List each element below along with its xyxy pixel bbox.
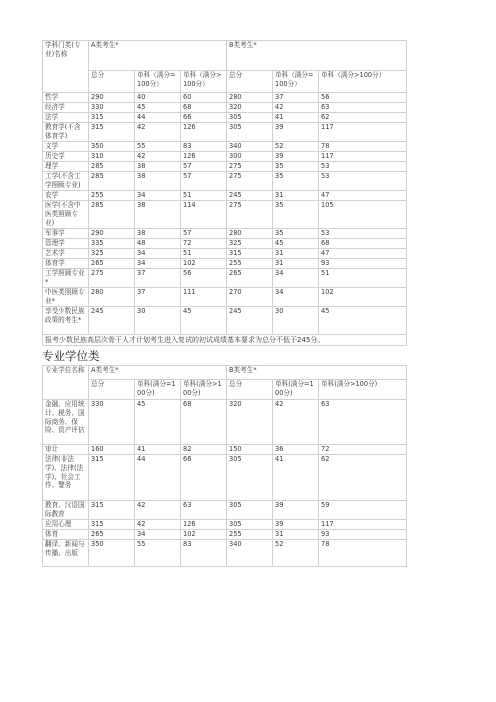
column-subheader: 总分 <box>89 380 135 400</box>
table-row <box>43 259 407 269</box>
score-cell: 53 <box>319 172 407 191</box>
score-cell: 66 <box>181 113 227 123</box>
score-cell: 60 <box>181 93 227 103</box>
row-label: 体育学 <box>43 259 89 269</box>
score-cell: 36 <box>273 445 319 455</box>
table-row <box>43 142 407 152</box>
score-cell: 275 <box>227 162 273 172</box>
score-cell: 35 <box>273 229 319 239</box>
score-cell: 305 <box>227 455 273 501</box>
score-cell: 117 <box>319 152 407 162</box>
score-cell: 285 <box>89 172 135 191</box>
score-cell: 53 <box>319 162 407 172</box>
score-cell: 310 <box>89 152 135 162</box>
row-label: 艺术学 <box>43 249 89 259</box>
score-cell: 111 <box>181 288 227 307</box>
column-group-a: A类考生* <box>89 366 227 380</box>
row-label: 经济学 <box>43 103 89 113</box>
row-label: 军事学 <box>43 229 89 239</box>
score-cell: 59 <box>319 501 407 520</box>
column-group-b: B类考生* <box>227 366 407 380</box>
score-cell: 30 <box>135 307 181 335</box>
score-cell: 93 <box>319 530 407 540</box>
table-row <box>43 288 407 307</box>
score-cell: 126 <box>181 520 227 530</box>
score-cell: 39 <box>273 152 319 162</box>
score-cell: 82 <box>181 445 227 455</box>
score-cell: 42 <box>135 123 181 142</box>
row-label: 工学(不含工学照顾专业) <box>43 172 89 191</box>
table-row <box>43 239 407 249</box>
score-cell: 57 <box>181 162 227 172</box>
score-cell: 42 <box>135 520 181 530</box>
row-label: 金融、应用统计、税务、国际商务、保险、资产评估 <box>43 400 89 445</box>
score-cell: 245 <box>227 307 273 335</box>
score-cell: 30 <box>273 307 319 335</box>
score-cell: 330 <box>89 400 135 445</box>
score-cell: 55 <box>135 540 181 567</box>
score-table-professional <box>42 365 407 567</box>
table-row <box>43 162 407 172</box>
score-cell: 315 <box>89 501 135 520</box>
row-label: 法学 <box>43 113 89 123</box>
column-subheader: 单科（满分>100分） <box>319 71 407 93</box>
column-subheader: 单科(满分>100分) <box>181 380 227 400</box>
score-cell: 45 <box>319 307 407 335</box>
score-cell: 35 <box>273 201 319 229</box>
row-label: 文学 <box>43 142 89 152</box>
score-cell: 320 <box>227 103 273 113</box>
score-cell: 37 <box>135 269 181 288</box>
score-cell: 31 <box>273 259 319 269</box>
score-cell: 57 <box>181 172 227 191</box>
score-cell: 34 <box>273 269 319 288</box>
table-row <box>43 229 407 239</box>
row-label: 教育学(不含体育学) <box>43 123 89 142</box>
table-row <box>43 191 407 201</box>
score-cell: 265 <box>89 530 135 540</box>
score-cell: 83 <box>181 142 227 152</box>
score-cell: 51 <box>181 249 227 259</box>
score-cell: 300 <box>227 152 273 162</box>
score-cell: 63 <box>181 501 227 520</box>
table-row <box>43 269 407 288</box>
score-cell: 42 <box>135 501 181 520</box>
score-cell: 275 <box>89 269 135 288</box>
row-label: 中医类照顾专业* <box>43 288 89 307</box>
table-row <box>43 172 407 191</box>
score-cell: 105 <box>319 201 407 229</box>
score-cell: 270 <box>227 288 273 307</box>
row-label: 医学(不含中医类照顾专业) <box>43 201 89 229</box>
score-cell: 117 <box>319 520 407 530</box>
column-subheader: 单科(满分=100分) <box>273 380 319 400</box>
score-cell: 45 <box>135 103 181 113</box>
score-cell: 45 <box>135 400 181 445</box>
row-label: 哲学 <box>43 93 89 103</box>
score-cell: 47 <box>319 249 407 259</box>
column-header-field: 专业学位名称 <box>43 366 89 400</box>
score-cell: 117 <box>319 123 407 142</box>
subheader-row <box>43 380 407 400</box>
score-cell: 34 <box>135 259 181 269</box>
score-cell: 42 <box>273 400 319 445</box>
score-cell: 245 <box>227 191 273 201</box>
column-subheader: 单科（满分>100分） <box>181 71 227 93</box>
score-cell: 56 <box>181 269 227 288</box>
score-cell: 126 <box>181 123 227 142</box>
table-row <box>43 249 407 259</box>
score-cell: 265 <box>227 269 273 288</box>
score-table-academic <box>42 40 407 346</box>
table-row <box>43 520 407 530</box>
score-cell: 305 <box>227 123 273 142</box>
header-row <box>43 41 407 71</box>
score-cell: 325 <box>89 249 135 259</box>
score-cell: 275 <box>227 201 273 229</box>
table-row <box>43 540 407 567</box>
score-cell: 315 <box>89 113 135 123</box>
score-cell: 62 <box>319 455 407 501</box>
score-cell: 52 <box>273 540 319 567</box>
score-cell: 41 <box>273 113 319 123</box>
score-cell: 255 <box>227 259 273 269</box>
row-label: 审计 <box>43 445 89 455</box>
score-cell: 39 <box>273 520 319 530</box>
score-cell: 38 <box>135 172 181 191</box>
score-cell: 31 <box>273 530 319 540</box>
score-cell: 44 <box>135 113 181 123</box>
score-cell: 42 <box>135 152 181 162</box>
score-cell: 350 <box>89 540 135 567</box>
score-cell: 305 <box>227 113 273 123</box>
score-cell: 37 <box>273 93 319 103</box>
score-cell: 45 <box>273 239 319 249</box>
column-subheader: 单科(满分>100分) <box>319 380 407 400</box>
score-cell: 150 <box>227 445 273 455</box>
score-cell: 78 <box>319 142 407 152</box>
score-cell: 63 <box>319 400 407 445</box>
score-cell: 63 <box>319 103 407 113</box>
score-cell: 290 <box>89 229 135 239</box>
column-subheader: 总分 <box>89 71 135 93</box>
score-cell: 31 <box>273 249 319 259</box>
score-cell: 39 <box>273 501 319 520</box>
row-label: 应用心理 <box>43 520 89 530</box>
score-cell: 72 <box>181 239 227 249</box>
score-cell: 34 <box>135 191 181 201</box>
table-row <box>43 501 407 520</box>
score-cell: 34 <box>273 288 319 307</box>
score-cell: 350 <box>89 142 135 152</box>
table-row <box>43 455 407 501</box>
row-label: 法律(非法学)、法律(法学)、社会工作、警务 <box>43 455 89 501</box>
score-cell: 57 <box>181 229 227 239</box>
score-cell: 102 <box>181 259 227 269</box>
score-cell: 45 <box>181 307 227 335</box>
score-cell: 102 <box>319 288 407 307</box>
score-cell: 38 <box>135 201 181 229</box>
column-subheader: 单科（满分=100分） <box>135 71 181 93</box>
row-label: 工学照顾专业* <box>43 269 89 288</box>
score-cell: 255 <box>89 191 135 201</box>
score-cell: 340 <box>227 142 273 152</box>
score-cell: 37 <box>135 288 181 307</box>
score-cell: 285 <box>89 162 135 172</box>
score-cell: 102 <box>181 530 227 540</box>
score-cell: 55 <box>135 142 181 152</box>
score-cell: 315 <box>227 249 273 259</box>
row-label: 教育、汉语国际教育 <box>43 501 89 520</box>
column-subheader: 单科(满分=100分) <box>135 380 181 400</box>
score-cell: 340 <box>227 540 273 567</box>
score-cell: 38 <box>135 162 181 172</box>
score-cell: 320 <box>227 400 273 445</box>
score-cell: 83 <box>181 540 227 567</box>
column-subheader: 单科（满分=100分） <box>273 71 319 93</box>
score-cell: 39 <box>273 123 319 142</box>
score-cell: 68 <box>181 103 227 113</box>
score-cell: 305 <box>227 501 273 520</box>
score-cell: 280 <box>227 229 273 239</box>
row-label: 理学 <box>43 162 89 172</box>
table-row <box>43 530 407 540</box>
score-cell: 335 <box>89 239 135 249</box>
column-header-field: 学科门类(专业)名称 <box>43 41 89 93</box>
score-cell: 47 <box>319 191 407 201</box>
score-cell: 280 <box>227 93 273 103</box>
score-cell: 315 <box>89 455 135 501</box>
score-cell: 31 <box>273 191 319 201</box>
table-row <box>43 123 407 142</box>
row-label: 体育 <box>43 530 89 540</box>
column-subheader: 总分 <box>227 380 273 400</box>
score-cell: 42 <box>273 103 319 113</box>
score-cell: 35 <box>273 172 319 191</box>
score-cell: 52 <box>273 142 319 152</box>
score-cell: 160 <box>89 445 135 455</box>
score-cell: 315 <box>89 520 135 530</box>
score-cell: 48 <box>135 239 181 249</box>
footnote-text: 报考少数民族高层次骨干人才计划考生进入复试的初试成绩基本要求为总分不低于245分。 <box>43 335 407 346</box>
header-row <box>43 366 407 380</box>
score-cell: 325 <box>227 239 273 249</box>
score-cell: 34 <box>135 249 181 259</box>
score-cell: 66 <box>181 455 227 501</box>
score-cell: 44 <box>135 455 181 501</box>
score-cell: 275 <box>227 172 273 191</box>
score-cell: 72 <box>319 445 407 455</box>
table-row <box>43 113 407 123</box>
table-row <box>43 201 407 229</box>
score-cell: 68 <box>181 400 227 445</box>
row-label: 享受少数民族政策的考生* <box>43 307 89 335</box>
score-cell: 41 <box>135 445 181 455</box>
table-row <box>43 400 407 445</box>
score-cell: 265 <box>89 259 135 269</box>
column-group-b: B类考生* <box>227 41 407 71</box>
row-label: 历史学 <box>43 152 89 162</box>
table-row <box>43 103 407 113</box>
score-cell: 93 <box>319 259 407 269</box>
score-cell: 285 <box>89 201 135 229</box>
column-group-a: A类考生* <box>89 41 227 71</box>
score-cell: 53 <box>319 229 407 239</box>
score-cell: 290 <box>89 93 135 103</box>
score-cell: 114 <box>181 201 227 229</box>
score-cell: 51 <box>181 191 227 201</box>
column-subheader: 总分 <box>227 71 273 93</box>
score-cell: 126 <box>181 152 227 162</box>
score-cell: 255 <box>227 530 273 540</box>
score-cell: 330 <box>89 103 135 113</box>
note-row <box>43 335 407 346</box>
score-cell: 51 <box>319 269 407 288</box>
table-row <box>43 445 407 455</box>
score-cell: 38 <box>135 229 181 239</box>
section-heading: 专业学位类 <box>42 349 100 363</box>
score-cell: 41 <box>273 455 319 501</box>
table-row <box>43 93 407 103</box>
row-label: 管理学 <box>43 239 89 249</box>
score-cell: 280 <box>89 288 135 307</box>
score-cell: 62 <box>319 113 407 123</box>
score-cell: 34 <box>135 530 181 540</box>
score-cell: 40 <box>135 93 181 103</box>
score-cell: 78 <box>319 540 407 567</box>
table-row <box>43 152 407 162</box>
subheader-row <box>43 71 407 93</box>
table-row <box>43 307 407 335</box>
score-cell: 68 <box>319 239 407 249</box>
score-cell: 305 <box>227 520 273 530</box>
score-cell: 315 <box>89 123 135 142</box>
row-label: 翻译、新闻与传播、出版 <box>43 540 89 567</box>
row-label: 农学 <box>43 191 89 201</box>
score-cell: 35 <box>273 162 319 172</box>
score-cell: 56 <box>319 93 407 103</box>
score-cell: 245 <box>89 307 135 335</box>
document-page <box>42 40 406 567</box>
